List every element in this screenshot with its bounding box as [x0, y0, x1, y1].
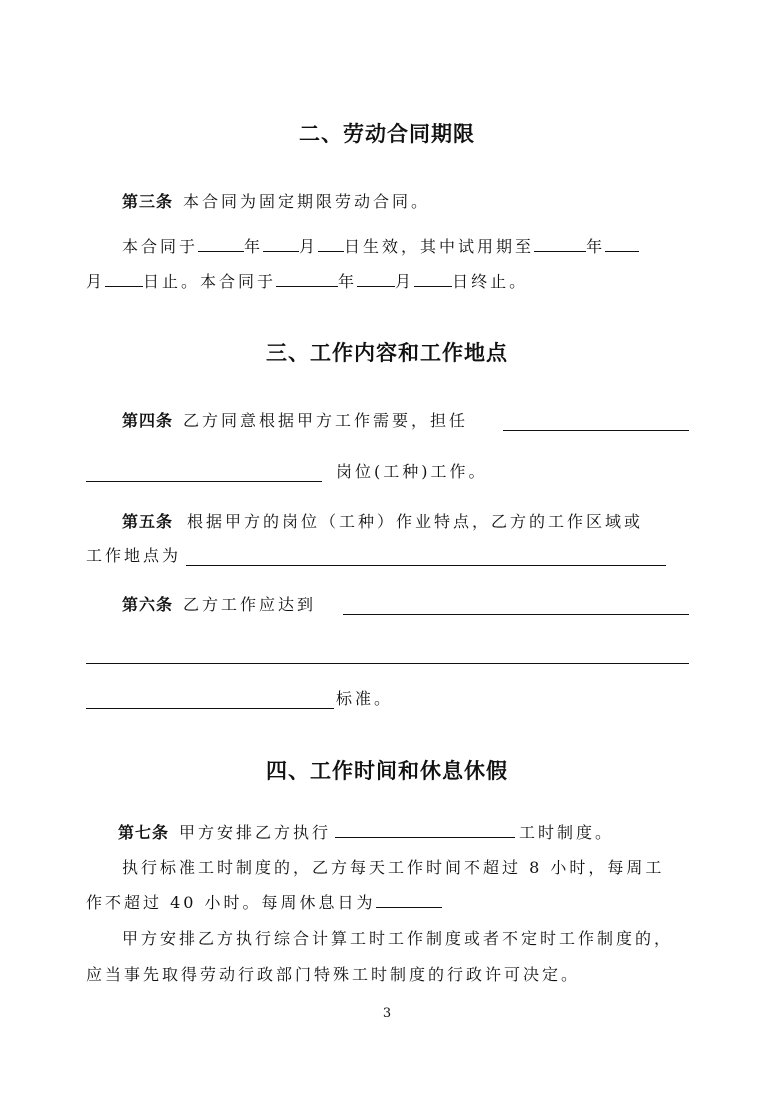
article-4-text-2: 岗位(工种)工作。 [336, 462, 488, 481]
article-3-text: 本合同为固定期限劳动合同。 [183, 192, 431, 211]
blank-field [105, 270, 143, 287]
text-segment: 日止。本合同于 [143, 272, 277, 291]
text-segment: 年 [586, 237, 606, 256]
text-segment: 年 [244, 237, 264, 256]
article-5-text: 根据甲方的岗位（工种）作业特点，乙方的工作区域或 [187, 512, 644, 531]
section-heading-worktime: 四、工作时间和休息休假 [266, 759, 508, 783]
article-6-label: 第六条 [122, 595, 174, 614]
blank-field [86, 708, 334, 709]
article-7-line-3 [86, 891, 442, 914]
article-7-label: 第七条 [118, 823, 170, 842]
blank-field [605, 235, 639, 252]
blank-field [263, 235, 299, 252]
text-segment: 应当事先取得劳动行政部门特殊工时制度的行政许可决定。 [86, 965, 581, 984]
blank-field [186, 565, 666, 566]
article-4-line-2 [336, 461, 488, 483]
text-segment: 本合同于 [122, 237, 199, 256]
article-6-text: 乙方工作应达到 [183, 595, 317, 614]
blank-field [198, 235, 244, 252]
section-heading-term: 二、劳动合同期限 [299, 122, 475, 146]
article-5-text-2: 工作地点为 [86, 546, 182, 565]
text-segment: 日终止。 [452, 272, 529, 291]
article-3-line-1 [122, 191, 430, 213]
blank-field [318, 235, 344, 252]
text-segment: 日生效，其中试用期至 [344, 237, 535, 256]
article-4-label: 第四条 [122, 411, 174, 430]
article-6-line-1 [122, 594, 316, 616]
blank-field [414, 270, 452, 287]
article-6-text-2: 标准。 [336, 689, 394, 708]
article-3-line-3 [86, 270, 528, 293]
blank-field [376, 891, 442, 908]
article-5-line-2 [86, 545, 181, 567]
article-7-line-4 [122, 928, 673, 950]
text-segment: 执行标准工时制度的，乙方每天工作时间不超过 8 小时，每周工 [122, 858, 665, 877]
article-5-line-1 [122, 511, 643, 533]
section-heading-content: 三、工作内容和工作地点 [266, 341, 508, 365]
blank-field [534, 235, 586, 252]
blank-field [357, 270, 395, 287]
text-segment: 月 [299, 237, 319, 256]
text-segment: 甲方安排乙方执行综合计算工时工作制度或者不定时工作制度的， [122, 929, 674, 948]
blank-field [335, 821, 515, 838]
article-3-label: 第三条 [122, 192, 174, 211]
blank-field [86, 663, 689, 664]
text-segment: 月 [395, 272, 415, 291]
blank-field [503, 430, 689, 431]
article-7-line-1 [118, 821, 614, 844]
text-segment: 作不超过 40 小时。每周休息日为 [86, 893, 376, 912]
article-3-line-2 [122, 235, 639, 258]
page-number: 3 [382, 1006, 392, 1021]
text-segment: 年 [338, 272, 358, 291]
article-7-line-2 [122, 857, 664, 879]
article-6-line-3 [336, 688, 393, 710]
article-4-text: 乙方同意根据甲方工作需要，担任 [183, 411, 469, 430]
blank-field [276, 270, 338, 287]
article-7-line-5 [86, 964, 580, 986]
article-5-label: 第五条 [122, 512, 174, 531]
article-7-text-end: 工时制度。 [519, 823, 615, 842]
blank-field [343, 614, 689, 615]
blank-field [86, 481, 322, 482]
article-4-line-1 [122, 410, 468, 432]
article-7-text: 甲方安排乙方执行 [179, 823, 332, 842]
text-segment: 月 [86, 272, 106, 291]
